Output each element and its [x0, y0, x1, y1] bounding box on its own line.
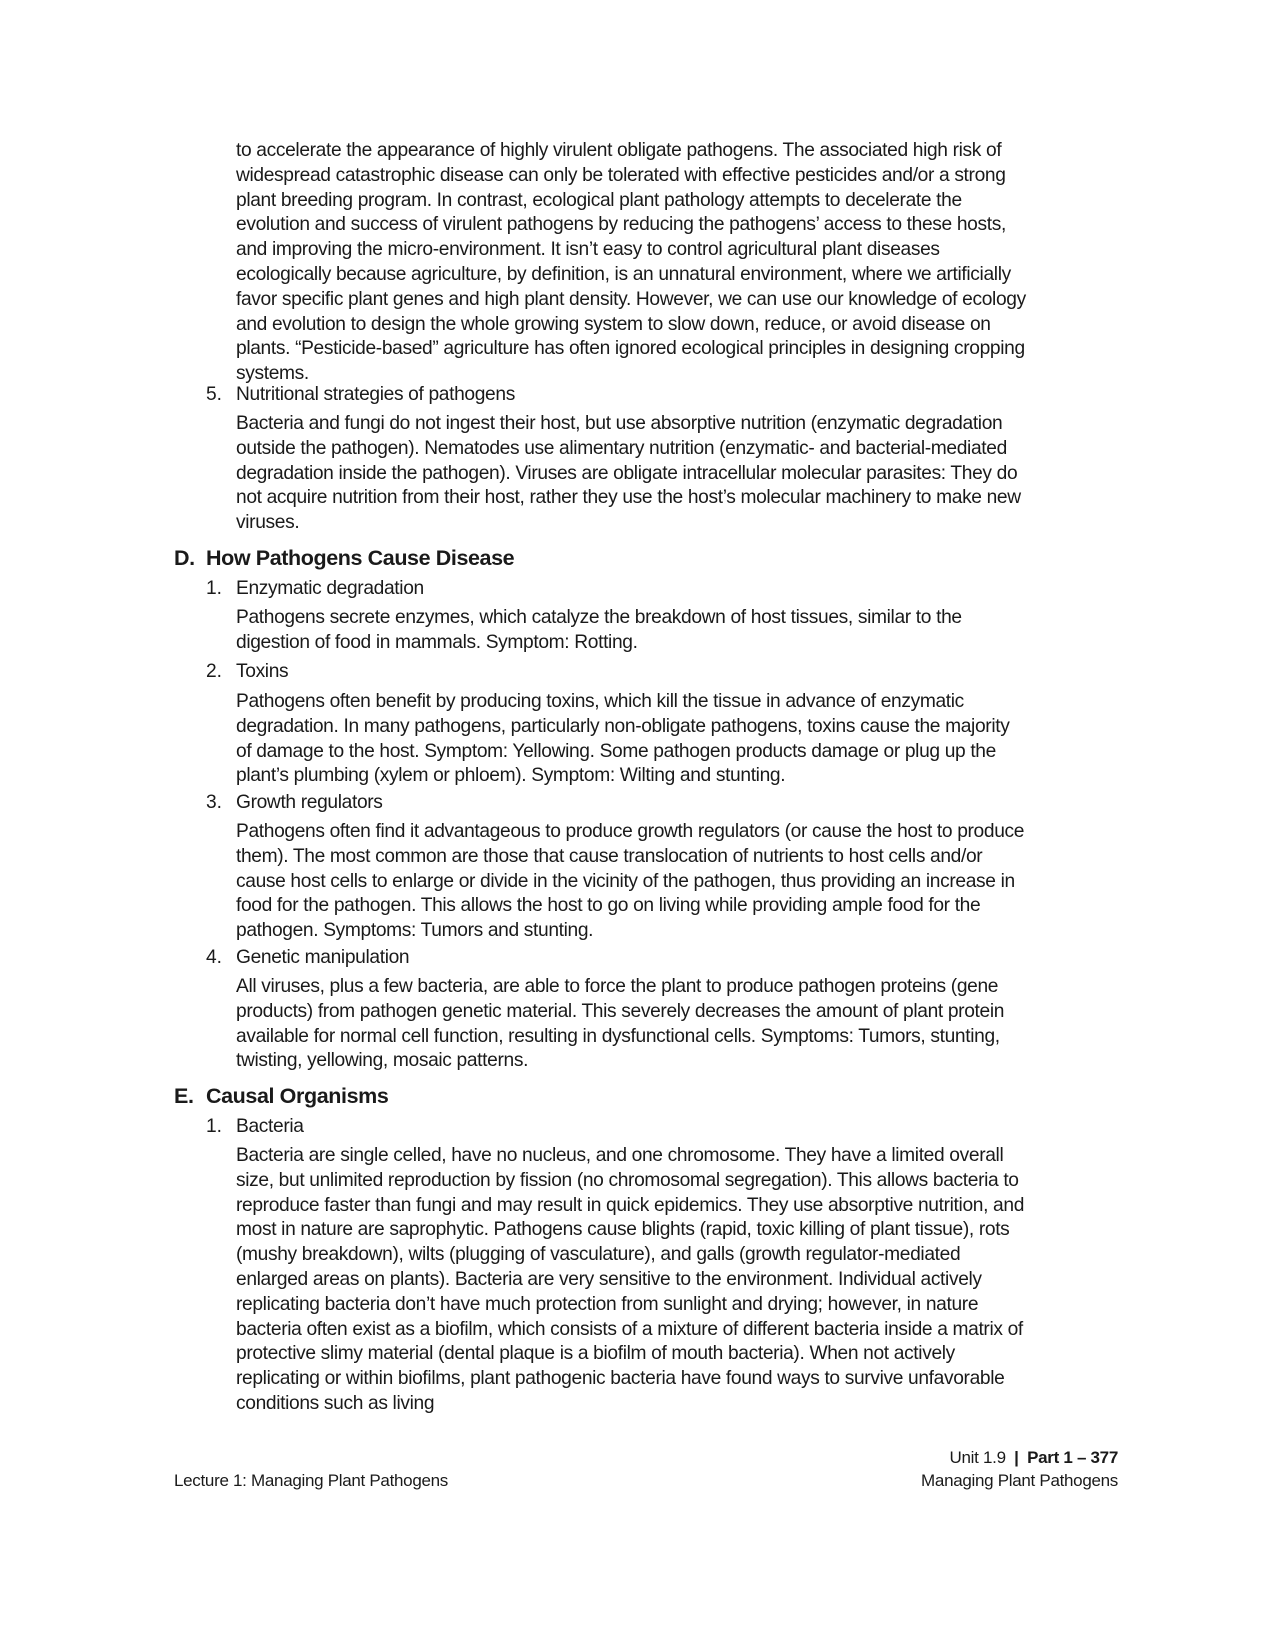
item-body: Bacteria and fungi do not ingest their host, but use absorptive nutrition (enzymatic degradation outside the pathogen). Nematodes use alimentary nutrition (enzymatic- and bacterial-mediated degradation inside the pathogen). Viruses are obligate intracellular molecular parasites: They do not acquire nutrition from their host, rather they use the host’s molecular machinery to make new viruses.: [236, 413, 1021, 534]
item-body: Pathogens secrete enzymes, which catalyze the breakdown of host tissues, similar to the digestion of food in mammals. Symptom: Rotting.: [236, 607, 962, 653]
section-title: Causal Organisms: [206, 1084, 389, 1108]
item-body: All viruses, plus a few bacteria, are able to force the plant to produce pathogen proteins (gene products) from pathogen genetic material. This severely decreases the amount of plant protein available for normal cell function, resulting in dysfunctional cells. Symptoms: Tumors, stunting, twisting, yellowing, mosaic patterns.: [236, 976, 1005, 1072]
item-title: Enzymatic degradation: [236, 578, 424, 599]
item-number: 1.: [206, 1116, 223, 1137]
item-title: Genetic manipulation: [236, 947, 410, 968]
item-body: Pathogens often benefit by producing toxins, which kill the tissue in advance of enzymatic degradation. In many pathogens, particularly non-obligate pathogens, toxins cause the majority of damage to the host. Symptom: Yellowing. Some pathogen products damage or plug up the plant’s plumbing (xylem or phloem). Symptom: Wilting and stunting.: [236, 691, 1010, 787]
item-title: Bacteria: [236, 1116, 304, 1137]
section-heading: [174, 1083, 388, 1109]
item-body: Pathogens often find it advantageous to produce growth regulators (or cause the host to produce them). The most common are those that cause translocation of nutrients to host cells and/or cause host cells to enlarge or divide in the vicinity of the pathogen, thus providing an increase in food for the pathogen. This allows the host to go on living while providing ample food for the pathogen. Symptoms: Tumors and stunting.: [236, 821, 1025, 942]
section-heading: [174, 545, 514, 571]
item-title: Nutritional strategies of pathogens: [236, 384, 515, 405]
item-number: 2.: [206, 661, 223, 682]
footer-unit-line: [950, 1447, 1118, 1469]
item-number: 1.: [206, 578, 223, 599]
item-body: Bacteria are single celled, have no nucleus, and one chromosome. They have a limited overall size, but unlimited reproduction by fission (no chromosomal segregation). This allows bacteria to reproduce faster than fungi and may result in quick epidemics. They use absorptive nutrition, and most in nature are saprophytic. Pathogens cause blights (rapid, toxic killing of plant tissue), rots (mushy breakdown), wilts (plugging of vasculature), and galls (growth regulator-mediated enlarged areas on plants). Bacteria are very sensitive to the environment. Individual actively replicating bacteria don’t have much protection from sunlight and drying; however, in nature bacteria often exist as a biofilm, which consists of a mixture of different bacteria inside a matrix of protective slimy material (dental plaque is a biofilm of mouth bacteria). When not actively replicating or within biofilms, plant pathogenic bacteria have found ways to survive unfavorable conditions such as living: [236, 1145, 1025, 1414]
intro-paragraph: to accelerate the appearance of highly virulent obligate pathogens. The associated high risk of widespread catastrophic disease can only be tolerated with effective pesticides and/or a strong plant breeding program. In contrast, ecological plant pathology attempts to decelerate the evolution and success of virulent pathogens by reducing the pathogens’ access to these hosts, and improving the micro-environment. It isn’t easy to control agricultural plant diseases ecologically because agriculture, by definition, is an unnatural environment, where we artificially favor specific plant genes and high plant density. However, we can use our knowledge of ecology and evolution to design the whole growing system to slow down, reduce, or avoid disease on plants. “Pesticide-based” agriculture has often ignored ecological principles in designing cropping systems.: [236, 140, 1026, 385]
section-title: How Pathogens Cause Disease: [206, 546, 515, 570]
footer-unit-title: Managing Plant Pathogens: [921, 1471, 1118, 1490]
item-number: 5.: [206, 384, 223, 405]
footer-lecture-title: Lecture 1: Managing Plant Pathogens: [174, 1471, 448, 1490]
item-number: 3.: [206, 792, 223, 813]
section-letter: D.: [174, 546, 195, 570]
item-title: Growth regulators: [236, 792, 383, 813]
section-letter: E.: [174, 1084, 194, 1108]
item-title: Toxins: [236, 661, 289, 682]
footer-part: Part 1 – 377: [1027, 1448, 1118, 1467]
item-number: 4.: [206, 947, 223, 968]
footer-unit: Unit 1.9: [949, 1448, 1006, 1467]
footer-separator: |: [1014, 1448, 1019, 1467]
